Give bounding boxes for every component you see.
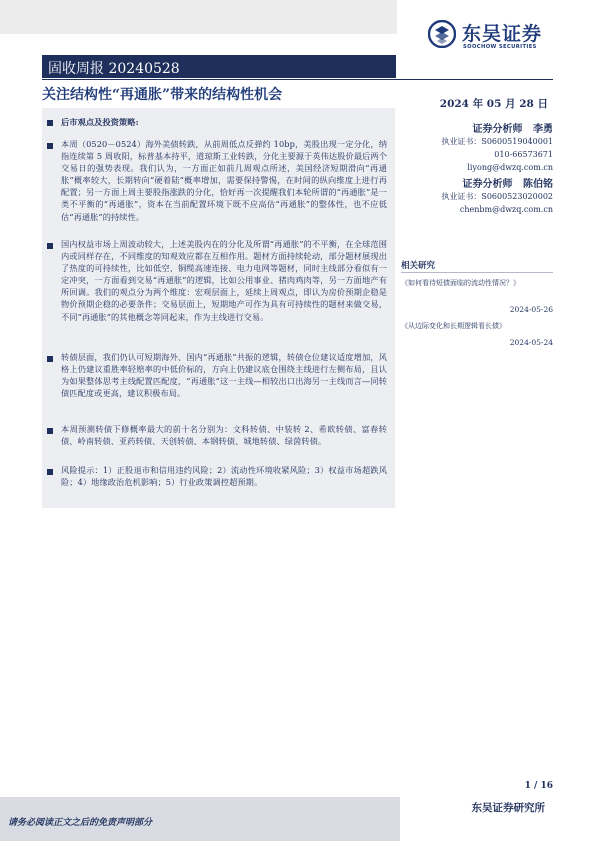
brand-name-en: SOOCHOW SECURITIES: [463, 44, 537, 50]
bullet-icon: [47, 143, 53, 149]
analyst-email[interactable]: liyong@dwzq.com.cn: [467, 163, 553, 172]
disclaimer-bar: [0, 797, 400, 841]
paragraph-risk-warning: 风险提示：1）正股退市和信用违约风险；2）流动性环境收紧风险；3）权益市场超跌风险；4）地缘政治危机影响；5）行业政策调控超预期。: [61, 465, 387, 488]
cert-number: S0600519040001: [481, 137, 553, 146]
section-heading: 后市观点及投资策略:: [61, 117, 139, 127]
page-number: 1 / 16: [524, 781, 553, 791]
related-item-date: 2024-05-24: [509, 338, 553, 347]
summary-panel: [42, 108, 395, 508]
report-series-title: 固收周报 20240528: [48, 61, 180, 77]
related-divider: [401, 272, 553, 273]
related-item-title[interactable]: 《从边际变化和长期逻辑看长债》: [401, 322, 506, 330]
paragraph-domestic-equity: 国内权益市场上周波动较大，上述美股内在的分化及所谓“再通胀”的不平衡，在全球范围内或同样存在，不同维度的知观效应都在互相作用。题材方面持续轮动，部分题材展现出了热度的可持续性，比如低空、铜缆高速连接、电力电网等题材，同时主线部分看似有一定冲突，一方面看到交易“再通胀”的逻辑，比如公用事业、猪肉鸡肉等，另一方面地产有所回调。我们的观点分为两个维度：宏观层面上，延续上周观点，即认为房价预期企稳是物价预期企稳的必要条件；交易层面上，短期地产可作为具有可持续性的题材来做交易，不同“再通胀”的其他概念等同起来，作为主线进行交易。: [61, 239, 387, 322]
bullet-icon: [47, 120, 53, 126]
analyst-phone: 010-66573671: [494, 150, 553, 159]
analyst-role: 证券分析师: [462, 179, 513, 190]
bullet-icon: [47, 356, 53, 362]
cert-number: S0600523020002: [481, 192, 553, 201]
paragraph-convertibles: 转债层面，我们仍认可短期海外、国内“再通胀”共振的逻辑，转债仓位建议适度增加，风格上仍建议重胜率轻赔率的中低价标的，方向上仍建议底仓围绕主线进行左侧布局，且认为如果整体思考主线配置匹配度，“再通胀”这一主线—相较出口出海另一主线而言—同转债匹配度或更高，建议积极布局。: [61, 352, 387, 399]
analyst-email[interactable]: chenbm@dwzq.com.cn: [459, 205, 553, 214]
related-item-title[interactable]: 《如何看待短债面临的流动性情况？》: [401, 279, 520, 287]
title-divider: [42, 79, 553, 80]
analyst-role: 证券分析师: [472, 124, 523, 135]
bullet-icon: [47, 428, 53, 434]
cert-label: 执业证书：: [441, 192, 482, 201]
related-research-heading: 相关研究: [401, 261, 436, 271]
analyst-name: 陈伯铭: [523, 179, 553, 190]
related-item-date: 2024-05-26: [509, 305, 553, 314]
brand-name-cn: 东吴证券: [462, 23, 543, 45]
report-series-bar: [42, 55, 396, 78]
report-date: 2024 年 05 月 28 日: [439, 98, 548, 110]
bullet-icon: [47, 243, 53, 249]
header-grey-band: [0, 0, 397, 34]
analyst-card-chen-boming: [420, 175, 553, 216]
disclaimer-text: 请务必阅读正文之后的免责声明部分: [8, 818, 153, 828]
institute-name: 东吴证券研究所: [471, 802, 545, 814]
bullet-icon: [47, 469, 53, 475]
analyst-card-li-yong: [420, 120, 553, 174]
brand-mark-icon: [428, 20, 456, 48]
analyst-name: 李勇: [533, 124, 553, 135]
paragraph-us-market: 本周（0520－0524）海外美债转跌，从前周低点反弹约 10bp，美股出现一定分化，纳指连续第 5 周收阳，标普基本持平，道琼斯工业转跌，分化主要源于英伟达股价最后两个交易日的强势表现。我们认为，一方面正如前几周观点所述，美国经济短期滑向“再通胀”概率较大，长期转向“硬着陆”概率增加，需要保持警惕，在时间的纵向维度上进行再配置；另一方面上周主要股指涨跌的分化，恰好再一次提醒我们本轮所谓的“再通胀”是一类不平衡的“再通胀”，资本在当前配置环境下既不应高估“再通胀”的整体性，也不应低估“再通胀”的持续性。: [61, 139, 387, 222]
brand-logo: [428, 20, 558, 54]
cert-label: 执业证书：: [441, 137, 482, 146]
paragraph-downward-revision: 本周预测转债下修概率最大的前十名分别为：文科转债、中装转 2、希欧转债、富春转债、岭南转债、亚药转债、天创转债、本钢转债、城地转债、绿茵转债。: [61, 424, 387, 447]
report-headline: 关注结构性“再通胀”带来的结构性机会: [42, 87, 283, 103]
